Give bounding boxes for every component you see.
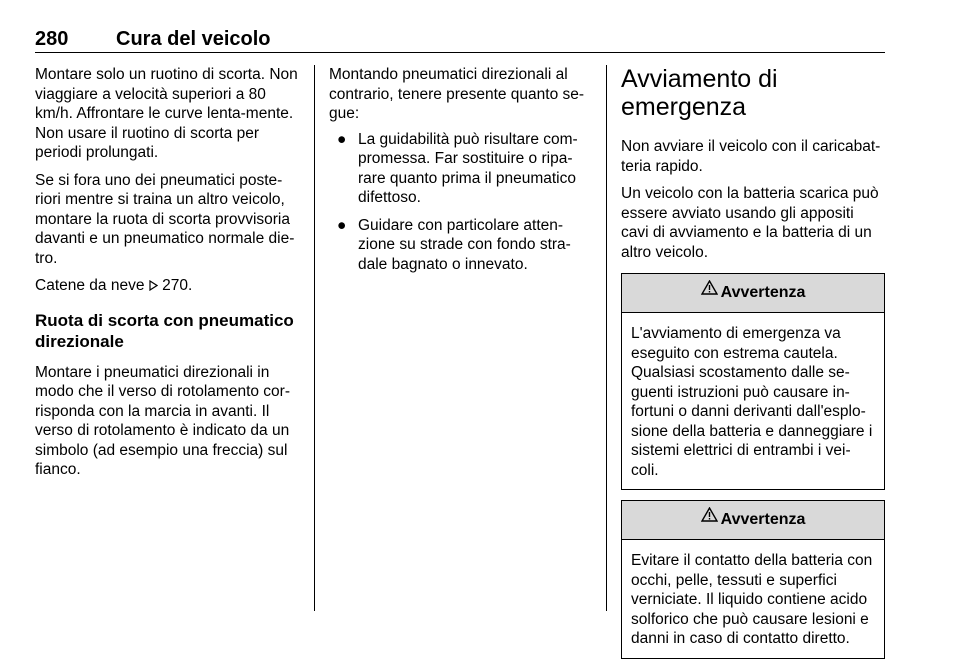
column-1 [35,65,301,488]
bullet-text: La guidabilità può risultare com-promessa. Far sostituire o ripa-rare quanto prima il pneumatico difettoso. [358,130,578,206]
page-number: 280 [35,28,69,50]
column-3 [621,65,885,659]
warning-triangle-icon [701,499,718,537]
paragraph-no-quick-charger: Non avviare il veicolo con il caricabat-teria rapido. [621,138,881,175]
paragraph-spare-wheel: Montare solo un ruotino di scorta. Non viaggiare a velocità superiori a 80 km/h. Affrontare le curve lenta-mente. Non usare il ruotino di scorta per periodi prolungati. [35,66,298,161]
column-divider-2 [606,65,607,611]
column-2 [329,65,593,282]
bullet-icon: ● [337,130,347,148]
warning-box-2 [621,500,885,659]
warning-header-1 [622,274,884,313]
snow-chains-page-link[interactable]: 270. [162,277,193,294]
warning-label-2: Avvertenza [720,511,806,529]
list-item [329,130,593,208]
warning-triangle-icon [701,272,718,310]
bullet-icon: ● [337,216,347,234]
paragraph-directional-reverse: Montando pneumatici direzionali al contrario, tenere presente quanto se-gue: [329,66,585,122]
heading-emergency-start: Avviamento di emergenza [621,65,778,121]
subheading-directional-spare: Ruota di scorta con pneumatico direzionale [35,310,294,351]
warning-text-1: L'avviamento di emergenza va eseguito con estrema cautela. Qualsiasi scostamento dalle se-guenti istruzioni può causare in-fortuni o danni derivanti dall'esplo-sione della batteria e danneggiare i sistemi elettrici di entrambi i vei-coli. [631,325,873,479]
page-ref-arrow-icon [149,277,158,294]
warning-header-2 [622,501,884,540]
bullet-text: Guidare con particolare atten-zione su strade con fondo stra-dale bagnato o innevato. [358,216,571,273]
paragraph-rear-puncture: Se si fora uno dei pneumatici poste-riori mentre si traina un altro veicolo, montare la ruota di scorta provvisoria davanti e un pneumatico normale die-tro. [35,171,295,267]
warning-label-1: Avvertenza [720,284,806,302]
paragraph-jump-start: Un veicolo con la batteria scarica può essere avviato usando gli appositi cavi di avviamento e la batteria di un altro veicolo. [621,185,879,261]
column-divider-1 [314,65,315,611]
snow-chains-text: Catene da neve [35,277,149,294]
paragraph-directional-mounting: Montare i pneumatici direzionali in modo che il verso di rotolamento cor-risponda con la marcia in avanti. Il verso di rotolamento è indicato da un simbolo (ad esempio una freccia) sul fianco. [35,363,291,478]
paragraph-snow-chains [35,276,301,296]
list-item [329,216,593,275]
warning-text-2: Evitare il contatto della batteria con occhi, pelle, tessuti e superfici verniciate. Il liquido contiene acido solforico che può causare lesioni e danni in caso di contatto diretto. [631,552,873,647]
bullet-list [329,130,593,275]
warning-box-1 [621,273,885,490]
section-title: Cura del veicolo [116,28,271,50]
page-header [35,28,885,53]
